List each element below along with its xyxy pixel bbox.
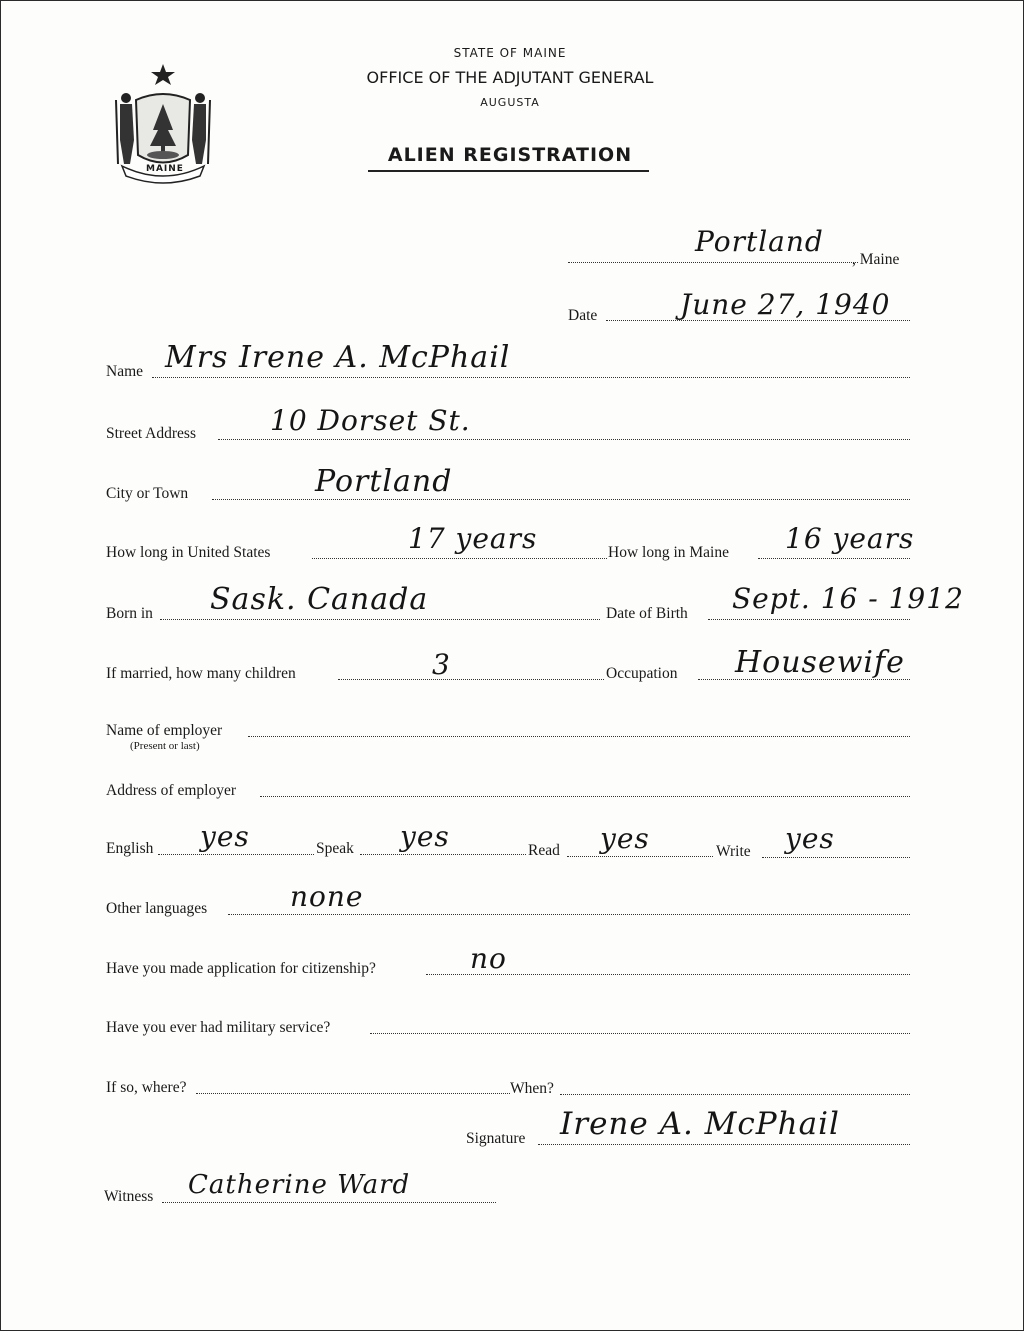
signature-value: Irene A. McPhail [560,1106,840,1142]
read-value: yes [600,822,650,855]
employer-sublabel: (Present or last) [130,740,200,752]
speak-line [360,854,526,855]
us-years-label: How long in United States [106,544,271,561]
dob-line [708,619,910,620]
occupation-label: Occupation [606,665,678,682]
dob-value: Sept. 16 - 1912 [732,582,964,615]
dob-label: Date of Birth [606,605,688,622]
where-line [196,1093,510,1094]
header-state: STATE OF MAINE [453,46,567,60]
street-value: 10 Dorset St. [270,404,471,437]
military-line [370,1033,910,1034]
maine-years-line [758,558,910,559]
header-office: OFFICE OF THE ADJUTANT GENERAL [366,68,654,87]
military-label: Have you ever had military service? [106,1019,331,1036]
english-value: yes [200,820,250,853]
where-label: If so, where? [106,1079,187,1096]
state-seal-icon [108,60,218,185]
header-city: AUGUSTA [480,96,540,109]
date-label: Date [568,307,598,324]
read-label: Read [528,842,560,859]
write-label: Write [716,843,751,860]
date-value: June 27, 1940 [680,288,891,321]
employer-address-line [260,796,910,797]
city-line [212,499,910,500]
name-label: Name [106,363,144,380]
place-suffix: , Maine [852,251,900,268]
witness-line [162,1202,496,1203]
children-label: If married, how many children [106,665,296,682]
street-label: Street Address [106,425,196,442]
place-value: Portland [695,225,824,258]
page-title: ALIEN REGISTRATION [387,144,633,166]
children-line [338,679,604,680]
name-line [152,377,910,378]
born-in-line [160,619,600,620]
read-line [567,856,713,857]
seal-label: MAINE [146,164,184,174]
maine-years-label: How long in Maine [608,544,729,561]
employer-label: Name of employer [106,722,223,739]
other-languages-line [228,914,910,915]
when-line [560,1094,910,1095]
signature-line [538,1144,910,1145]
citizenship-label: Have you made application for citizenship? [106,960,376,977]
born-in-value: Sask. Canada [210,582,429,617]
place-line [568,262,858,263]
witness-label: Witness [104,1188,154,1205]
speak-value: yes [400,820,450,853]
name-value: Mrs Irene A. McPhail [165,340,511,375]
signature-label: Signature [466,1130,526,1147]
speak-label: Speak [316,840,354,857]
english-line [158,854,314,855]
witness-value: Catherine Ward [188,1170,411,1200]
us-years-line [312,558,607,559]
other-languages-value: none [290,880,364,913]
occupation-value: Housewife [735,645,905,680]
employer-line [248,736,910,737]
title-underline [368,170,649,172]
city-value: Portland [315,464,453,499]
english-label: English [106,840,154,857]
us-years-value: 17 years [408,522,538,555]
born-in-label: Born in [106,605,153,622]
children-value: 3 [432,648,451,681]
city-label: City or Town [106,485,189,502]
employer-address-label: Address of employer [106,782,236,799]
write-value: yes [785,822,835,855]
other-languages-label: Other languages [106,900,208,917]
maine-years-value: 16 years [785,522,915,555]
when-label: When? [510,1080,554,1097]
street-line [218,439,910,440]
citizenship-value: no [470,942,507,975]
write-line [762,857,910,858]
